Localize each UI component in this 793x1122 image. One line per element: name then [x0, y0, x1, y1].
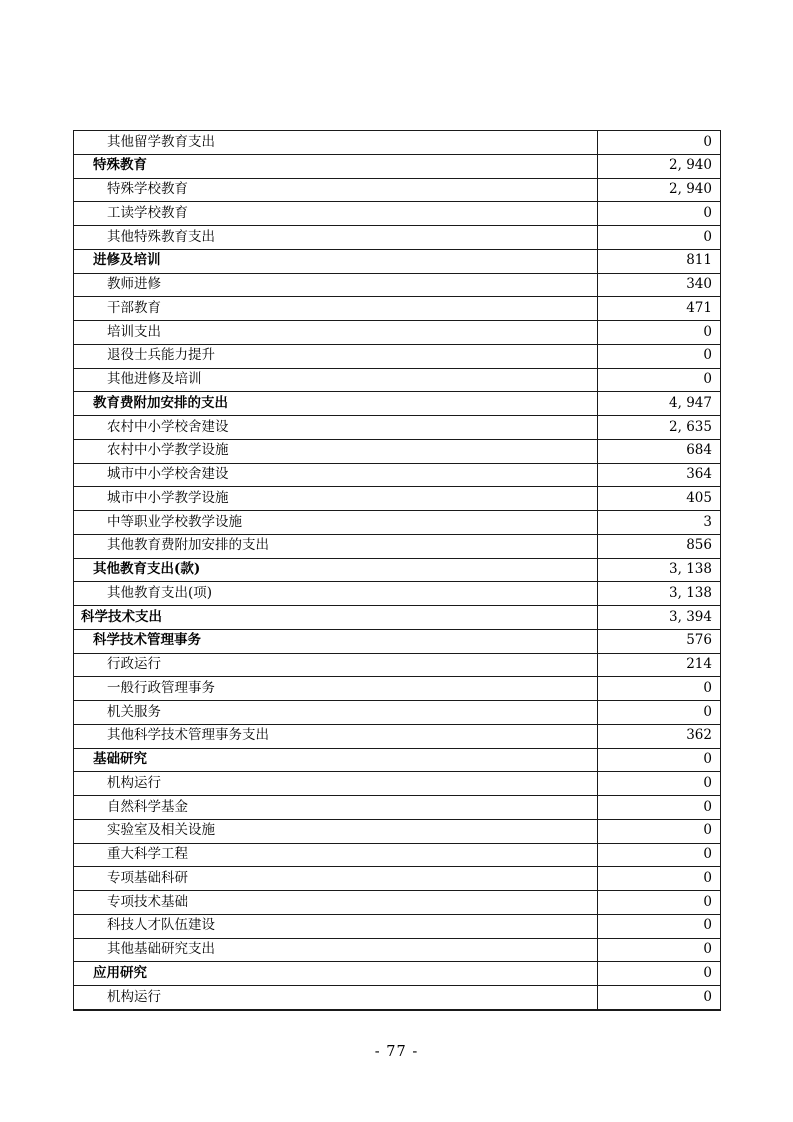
- category-label: 培训支出: [107, 323, 161, 340]
- table-row: [74, 605, 720, 629]
- category-label: 退役士兵能力提升: [107, 347, 215, 364]
- amount-cell: 0: [703, 893, 712, 910]
- table-row: [74, 700, 720, 724]
- category-label: 特殊教育: [93, 157, 147, 174]
- category-cell: [74, 915, 598, 938]
- table-row: [74, 558, 720, 582]
- amount-cell: 0: [703, 941, 712, 958]
- category-label: 特殊学校教育: [107, 181, 188, 198]
- table-row: [74, 866, 720, 890]
- table-row: [74, 890, 720, 914]
- category-cell: [74, 844, 598, 867]
- table-row: [74, 391, 720, 415]
- category-cell: [74, 179, 598, 202]
- table-row: [74, 273, 720, 297]
- category-label: 其他教育支出(项): [107, 584, 213, 601]
- category-cell: [74, 226, 598, 249]
- category-label: 工读学校教育: [107, 204, 188, 221]
- category-label: 中等职业学校教学设施: [107, 513, 242, 530]
- amount-cell: 576: [686, 632, 712, 649]
- amount-cell: 0: [703, 371, 712, 388]
- category-label: 机构运行: [107, 988, 161, 1005]
- table-row: [74, 581, 720, 605]
- amount-cell: 811: [686, 252, 712, 269]
- table-row: [74, 320, 720, 344]
- category-cell: [74, 820, 598, 843]
- category-cell: [74, 867, 598, 890]
- table-row: [74, 415, 720, 439]
- category-cell: [74, 321, 598, 344]
- table-row: [74, 131, 720, 154]
- table-row: [74, 344, 720, 368]
- category-label: 其他教育支出(款): [93, 561, 201, 578]
- amount-cell: 2, 940: [669, 181, 712, 198]
- category-cell: [74, 511, 598, 534]
- amount-cell: 0: [703, 964, 712, 981]
- category-label: 城市中小学校舍建设: [107, 466, 229, 483]
- category-cell: [74, 891, 598, 914]
- amount-cell: 4, 947: [669, 394, 712, 411]
- category-cell: [74, 274, 598, 297]
- table-row: [74, 819, 720, 843]
- category-label: 干部教育: [107, 299, 161, 316]
- table-row: [74, 914, 720, 938]
- amount-cell: 0: [703, 774, 712, 791]
- amount-cell: 0: [703, 869, 712, 886]
- category-cell: [74, 369, 598, 392]
- category-cell: [74, 440, 598, 463]
- category-label: 机构运行: [107, 774, 161, 791]
- category-cell: [74, 630, 598, 653]
- category-cell: [74, 749, 598, 772]
- table-row: [74, 961, 720, 985]
- category-label: 其他基础研究支出: [107, 941, 215, 958]
- category-cell: [74, 487, 598, 510]
- table-row: [74, 653, 720, 677]
- table-row: [74, 938, 720, 962]
- table-row: [74, 629, 720, 653]
- amount-cell: 0: [703, 323, 712, 340]
- category-cell: [74, 725, 598, 748]
- category-label: 科技人才队伍建设: [107, 917, 215, 934]
- amount-cell: 0: [703, 228, 712, 245]
- table-row: [74, 843, 720, 867]
- category-label: 重大科学工程: [107, 846, 188, 863]
- table-row: [74, 486, 720, 510]
- category-cell: [74, 297, 598, 320]
- category-label: 一般行政管理事务: [107, 679, 215, 696]
- table-row: [74, 201, 720, 225]
- table-row: [74, 985, 720, 1009]
- amount-cell: 362: [686, 727, 712, 744]
- amount-cell: 0: [703, 846, 712, 863]
- category-cell: [74, 202, 598, 225]
- amount-cell: 3, 138: [669, 561, 712, 578]
- category-cell: [74, 416, 598, 439]
- amount-cell: 364: [686, 466, 712, 483]
- budget-table: [73, 130, 721, 1011]
- category-label: 其他科学技术管理事务支出: [107, 727, 269, 744]
- amount-cell: 0: [703, 751, 712, 768]
- category-cell: [74, 939, 598, 962]
- table-row: [74, 249, 720, 273]
- category-cell: [74, 986, 598, 1009]
- amount-cell: 214: [686, 656, 712, 673]
- category-label: 专项基础科研: [107, 869, 188, 886]
- amount-cell: 856: [686, 537, 712, 554]
- category-cell: [74, 701, 598, 724]
- category-label: 教育费附加安排的支出: [93, 394, 228, 411]
- category-label: 科学技术支出: [81, 608, 162, 625]
- category-cell: [74, 962, 598, 985]
- amount-cell: 405: [686, 489, 712, 506]
- category-cell: [74, 250, 598, 273]
- table-row: [74, 463, 720, 487]
- amount-cell: 0: [703, 798, 712, 815]
- category-cell: [74, 131, 598, 154]
- category-label: 专项技术基础: [107, 893, 188, 910]
- category-cell: [74, 677, 598, 700]
- table-row: [74, 676, 720, 700]
- table-row: [74, 724, 720, 748]
- category-cell: [74, 654, 598, 677]
- category-label: 机关服务: [107, 703, 161, 720]
- amount-cell: 471: [686, 299, 712, 316]
- category-label: 实验室及相关设施: [107, 822, 215, 839]
- category-cell: [74, 796, 598, 819]
- category-label: 城市中小学教学设施: [107, 489, 229, 506]
- category-label: 应用研究: [93, 964, 147, 981]
- table-row: [74, 439, 720, 463]
- category-label: 行政运行: [107, 656, 161, 673]
- amount-cell: 2, 940: [669, 157, 712, 174]
- category-label: 科学技术管理事务: [93, 632, 201, 649]
- amount-cell: 0: [703, 988, 712, 1005]
- amount-cell: 0: [703, 133, 712, 150]
- amount-cell: 0: [703, 204, 712, 221]
- category-cell: [74, 535, 598, 558]
- amount-cell: 3, 394: [669, 608, 712, 625]
- table-row: [74, 154, 720, 178]
- table-row: [74, 771, 720, 795]
- amount-cell: 0: [703, 679, 712, 696]
- category-cell: [74, 582, 598, 605]
- category-cell: [74, 772, 598, 795]
- category-label: 其他进修及培训: [107, 371, 202, 388]
- amount-cell: 0: [703, 917, 712, 934]
- amount-cell: 0: [703, 347, 712, 364]
- category-cell: [74, 392, 598, 415]
- amount-cell: 0: [703, 703, 712, 720]
- category-label: 其他留学教育支出: [107, 133, 215, 150]
- amount-cell: 0: [703, 822, 712, 839]
- amount-cell: 340: [686, 276, 712, 293]
- category-label: 农村中小学校舍建设: [107, 418, 229, 435]
- category-cell: [74, 559, 598, 582]
- category-label: 教师进修: [107, 276, 161, 293]
- category-label: 农村中小学教学设施: [107, 442, 229, 459]
- page-number: - 77 -: [374, 1044, 419, 1060]
- amount-cell: 3, 138: [669, 584, 712, 601]
- amount-cell: 684: [686, 442, 712, 459]
- table-row: [74, 296, 720, 320]
- table-row: [74, 178, 720, 202]
- amount-cell: 3: [703, 513, 712, 530]
- category-cell: [74, 606, 598, 629]
- table-row: [74, 534, 720, 558]
- table-row: [74, 510, 720, 534]
- table-row: [74, 748, 720, 772]
- category-label: 进修及培训: [93, 252, 161, 269]
- category-cell: [74, 345, 598, 368]
- category-label: 自然科学基金: [107, 798, 188, 815]
- amount-cell: 2, 635: [669, 418, 712, 435]
- category-label: 其他特殊教育支出: [107, 228, 215, 245]
- table-row: [74, 225, 720, 249]
- table-row: [74, 368, 720, 392]
- category-cell: [74, 155, 598, 178]
- category-cell: [74, 464, 598, 487]
- category-label: 基础研究: [93, 751, 147, 768]
- table-row: [74, 795, 720, 819]
- category-label: 其他教育费附加安排的支出: [107, 537, 269, 554]
